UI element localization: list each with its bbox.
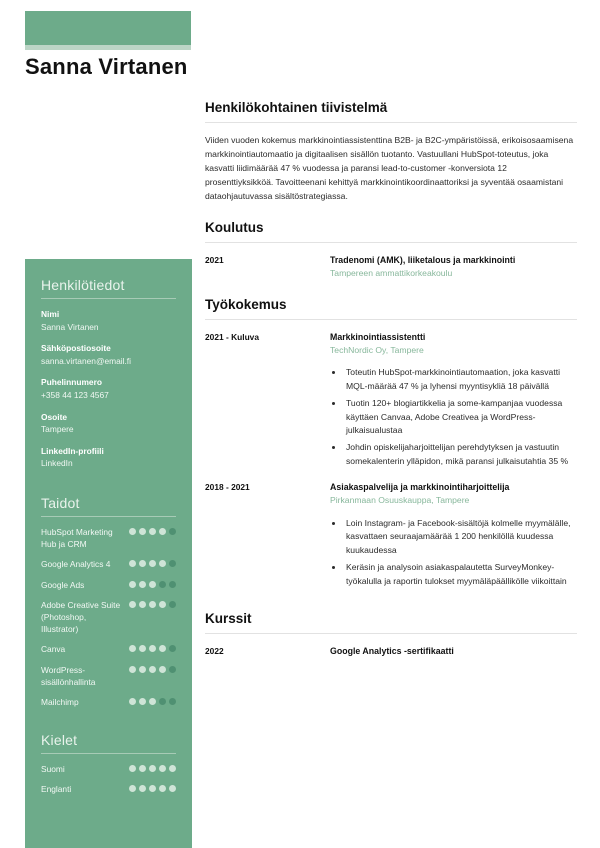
entry-date: 2018 - 2021 <box>205 481 250 492</box>
entry-bullet: • Toteutin HubSpot-markkinointiautomaation, joka kasvatti MQL-määrää 47 % ja lyhensi myyntisykliä 18 päivällä <box>344 366 577 394</box>
entry-bullet: • Keräsin ja analysoin asiakaspalautetta SurveyMonkey-työkalulla ja raportin tulokset myymäläpäällikölle viikoittain <box>344 561 577 589</box>
entry-body <box>330 645 577 658</box>
sidebar-heading-skills: Taidot <box>41 495 80 512</box>
rating-dot-filled <box>159 601 166 608</box>
section-experience <box>205 297 577 592</box>
personal-field-label: Osoite <box>41 411 68 422</box>
resume-entry <box>205 254 577 281</box>
sidebar-section-personal <box>41 277 176 470</box>
experience-entry-list <box>205 331 577 592</box>
entry-subtitle: TechNordic Oy, Tampere <box>330 344 424 355</box>
sidebar-section-skills <box>41 495 176 708</box>
rating-dot-filled <box>139 785 146 792</box>
resume-entry <box>205 645 577 658</box>
rating-dot-empty <box>159 581 166 588</box>
rating-dot-filled <box>129 528 136 535</box>
resume-entry <box>205 481 577 592</box>
entry-date: 2022 <box>205 646 224 657</box>
skill-row <box>41 526 176 550</box>
entry-subtitle: Pirkanmaan Osuuskauppa, Tampere <box>330 494 470 505</box>
entry-title: Asiakaspalvelija ja markkinointiharjoittelija <box>330 481 510 492</box>
rating-dot-filled <box>159 560 166 567</box>
rating-dot-filled <box>149 645 156 652</box>
personal-field <box>41 376 176 401</box>
skill-row-rating <box>129 526 176 535</box>
rating-dot-filled <box>149 528 156 535</box>
courses-entry-list <box>205 645 577 658</box>
skill-row-label: HubSpot Marketing Hub ja CRM <box>41 527 113 550</box>
rating-dot-filled <box>129 666 136 673</box>
personal-field-value: Tampere <box>41 424 74 435</box>
language-row <box>41 763 176 775</box>
entry-subtitle: Tampereen ammattikorkeakoulu <box>330 267 453 278</box>
skill-row-rating <box>129 643 176 652</box>
rating-dot-filled <box>149 560 156 567</box>
spacer <box>41 716 176 728</box>
section-courses <box>205 611 577 658</box>
rating-dot-filled <box>139 601 146 608</box>
rating-dot-filled <box>129 560 136 567</box>
skill-row-label: Google Analytics 4 <box>41 559 111 570</box>
divider <box>41 298 176 299</box>
skill-row-rating <box>129 696 176 705</box>
entry-title: Tradenomi (AMK), liiketalous ja markkinointi <box>330 254 516 265</box>
resume-entry <box>205 331 577 472</box>
rating-dot-filled <box>129 765 136 772</box>
skill-row-rating <box>129 558 176 567</box>
skill-row-label: Canva <box>41 644 66 655</box>
rating-dot-filled <box>149 581 156 588</box>
header-band-solid <box>25 11 191 45</box>
page-title: Sanna Virtanen <box>25 54 188 79</box>
divider <box>205 122 577 123</box>
rating-dot-filled <box>129 645 136 652</box>
sidebar-heading-languages: Kielet <box>41 732 78 749</box>
languages-list <box>41 763 176 795</box>
rating-dot-filled <box>139 765 146 772</box>
rating-dot-filled <box>159 528 166 535</box>
rating-dot-filled <box>149 785 156 792</box>
section-summary <box>205 100 577 204</box>
skill-row <box>41 664 176 688</box>
personal-field-value: LinkedIn <box>41 458 73 469</box>
language-row-label: Suomi <box>41 764 65 775</box>
entry-date: 2021 <box>205 254 224 265</box>
language-row-rating <box>129 783 176 792</box>
rating-dot-filled <box>149 698 156 705</box>
rating-dot-filled <box>129 581 136 588</box>
skill-row-rating <box>129 664 176 673</box>
personal-field-value: sanna.virtanen@email.fi <box>41 355 131 366</box>
skill-row-label: Mailchimp <box>41 696 79 707</box>
skill-row-rating <box>129 599 176 608</box>
rating-dot-empty <box>169 666 176 673</box>
rating-dot-empty <box>169 581 176 588</box>
skill-row <box>41 579 176 591</box>
entry-body <box>330 481 577 592</box>
rating-dot-filled <box>139 645 146 652</box>
entry-body <box>330 254 577 281</box>
skill-row <box>41 643 176 655</box>
rating-dot-filled <box>139 698 146 705</box>
summary-text: Viiden vuoden kokemus markkinointiassistenttina B2B- ja B2C-ympäristöissä, erikoisosaamisena markkinointiautomaatio ja digitaalisen sisällön tuotanto. Vastuullani HubSpot-toteutus, joka kasvatti liidimäärää 47 % vuodessa ja paransi lead-to-customer -konversiota 12 prosenttiyksikköä. Tavoitteenani kehittyä markkinointikoordinaattoriksi ja syventää osaamistani dataohjautuvassa sisältöstrategiassa. <box>205 135 574 201</box>
divider <box>205 242 577 243</box>
rating-dot-filled <box>149 601 156 608</box>
personal-field-label: Sähköpostiosoite <box>41 343 111 354</box>
personal-field-value: +358 44 123 4567 <box>41 390 109 401</box>
rating-dot-empty <box>169 645 176 652</box>
rating-dot-filled <box>139 666 146 673</box>
rating-dot-filled <box>169 765 176 772</box>
section-title-summary: Henkilökohtainen tiivistelmä <box>205 100 388 115</box>
sidebar <box>25 259 192 848</box>
rating-dot-filled <box>149 666 156 673</box>
skill-row <box>41 558 176 570</box>
rating-dot-empty <box>169 560 176 567</box>
section-title-courses: Kurssit <box>205 611 252 627</box>
entry-date: 2021 - Kuluva <box>205 331 259 342</box>
divider <box>205 633 577 634</box>
rating-dot-empty <box>169 601 176 608</box>
rating-dot-filled <box>159 645 166 652</box>
skill-row <box>41 696 176 708</box>
entry-bullet: • Tuotin 120+ blogiartikkelia ja some-kampanjaa vuodessa käyttäen Canvaa, Adobe Creativea ja WordPress-julkaisualustaa <box>344 397 577 438</box>
rating-dot-filled <box>129 785 136 792</box>
header-band-shadow <box>25 45 191 50</box>
header-accent-band <box>25 11 191 50</box>
rating-dot-filled <box>129 698 136 705</box>
divider <box>41 753 176 754</box>
rating-dot-filled <box>169 785 176 792</box>
personal-field-label: Puhelinnumero <box>41 377 102 388</box>
entry-bullet: • Loin Instagram- ja Facebook-sisältöjä kolmelle myymälälle, kasvattaen seuraajamäärää 1 200 henkilöllä kuudessa kuukaudessa <box>344 517 577 558</box>
entry-title: Markkinointiassistentti <box>330 331 426 342</box>
rating-dot-filled <box>159 765 166 772</box>
skill-row-label: Adobe Creative Suite (Photoshop, Illustrator) <box>41 599 121 635</box>
personal-field-label: Nimi <box>41 309 60 319</box>
section-title-education: Koulutus <box>205 219 264 235</box>
divider <box>205 319 577 320</box>
rating-dot-filled <box>149 765 156 772</box>
section-education <box>205 220 577 281</box>
skill-row-label: WordPress-sisällönhallinta <box>41 664 96 687</box>
rating-dot-filled <box>159 785 166 792</box>
rating-dot-filled <box>129 601 136 608</box>
entry-title: Google Analytics -sertifikaatti <box>330 646 454 657</box>
spacer <box>41 479 176 491</box>
skill-row-label: Google Ads <box>41 579 85 590</box>
main-column <box>205 100 577 675</box>
entry-bullet-list <box>330 366 577 468</box>
education-entry-list <box>205 254 577 281</box>
rating-dot-filled <box>159 666 166 673</box>
rating-dot-filled <box>139 581 146 588</box>
sidebar-heading-personal: Henkilötiedot <box>41 277 125 293</box>
divider <box>41 516 176 517</box>
entry-bullet-list <box>330 517 577 589</box>
rating-dot-empty <box>169 698 176 705</box>
skill-row <box>41 599 176 636</box>
personal-field <box>41 342 176 367</box>
skill-row-rating <box>129 579 176 588</box>
entry-body <box>330 331 577 472</box>
personal-field-label: LinkedIn-profiili <box>41 445 104 456</box>
language-row-rating <box>129 763 176 772</box>
rating-dot-filled <box>139 528 146 535</box>
rating-dot-empty <box>169 528 176 535</box>
language-row <box>41 783 176 795</box>
personal-field <box>41 411 176 436</box>
rating-dot-filled <box>139 560 146 567</box>
personal-field <box>41 445 176 470</box>
skills-list <box>41 526 176 708</box>
entry-bullet: • Johdin opiskelijaharjoittelijan perehdytyksen ja vastuutin somekalenterin ylläpidon, mikä paransi julkaisutahtia 35 % <box>344 441 577 469</box>
personal-field-value: Sanna Virtanen <box>41 321 99 332</box>
rating-dot-empty <box>159 698 166 705</box>
section-title-experience: Työkokemus <box>205 296 287 312</box>
personal-fields-list <box>41 308 176 470</box>
sidebar-section-languages <box>41 732 176 795</box>
language-row-label: Englanti <box>41 784 72 795</box>
personal-field <box>41 308 176 333</box>
